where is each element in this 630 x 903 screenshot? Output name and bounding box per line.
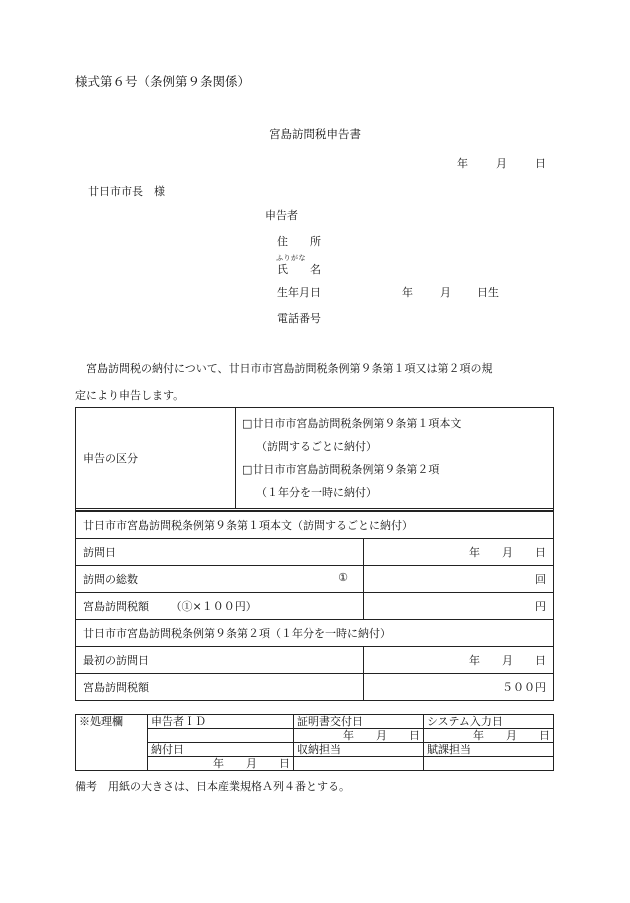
birth-year: 年 — [402, 286, 413, 299]
option-2-checkbox[interactable]: □廿日市市宮島訪問税条例第９条第２項 — [242, 463, 440, 476]
birth-label: 生年月日 — [277, 286, 321, 299]
receipt-staff-field[interactable] — [294, 757, 424, 771]
annual-tax-label: 宮島訪問税額 — [76, 674, 364, 701]
processing-header: ※処理欄 — [76, 715, 148, 771]
visit-count-label-cell — [76, 566, 364, 593]
assessment-staff-field[interactable] — [424, 757, 554, 771]
declaration-table — [75, 407, 554, 701]
processing-table — [75, 714, 554, 771]
assessment-staff-label: 賦課担当 — [424, 743, 554, 757]
section-1-header: 廿日市市宮島訪問税条例第９条第１項本文（訪問するごとに納付） — [76, 511, 554, 539]
tax-label: 宮島訪問税額 — [83, 600, 149, 613]
declaration-line-2: 定により申告します。 — [75, 389, 185, 402]
applicant-id-field[interactable] — [148, 729, 294, 743]
category-options — [236, 408, 554, 509]
furigana-label: ふりがな — [276, 254, 306, 262]
declaration-line-1: 宮島訪問税の納付について、廿日市市宮島訪問税条例第９条第１項又は第２項の規 — [86, 362, 493, 375]
date-day: 日 — [535, 157, 546, 170]
recipient: 廿日市市長 様 — [88, 185, 165, 198]
cert-issue-date-label: 証明書交付日 — [294, 715, 424, 729]
date-year: 年 — [457, 157, 468, 170]
option-2-sub: （１年分を一時に納付） — [256, 486, 377, 499]
visit-count-label: 訪問の総数 — [83, 573, 138, 586]
visit-count-marker: ① — [338, 571, 348, 584]
system-input-date-field[interactable]: 年 月 日 — [424, 729, 554, 743]
applicant-heading: 申告者 — [265, 209, 298, 222]
visit-count-field[interactable]: 回 — [364, 566, 554, 593]
cert-issue-date-field[interactable]: 年 月 日 — [294, 729, 424, 743]
name-label: 氏 名 — [277, 263, 321, 276]
date-month: 月 — [496, 157, 507, 170]
address-label: 住 所 — [277, 235, 321, 248]
payment-date-label: 納付日 — [148, 743, 294, 757]
option-1-checkbox[interactable]: □廿日市市宮島訪問税条例第９条第１項本文 — [242, 417, 462, 430]
page-title: 宮島訪問税申告書 — [269, 127, 361, 141]
visit-date-field[interactable]: 年 月 日 — [364, 539, 554, 566]
tax-label-cell — [76, 593, 364, 620]
remarks-note: 備考 用紙の大きさは、日本産業規格Ａ列４番とする。 — [75, 780, 350, 793]
declaration-text — [75, 355, 555, 409]
tax-formula: （①×１００円） — [170, 600, 257, 613]
visit-date-label: 訪問日 — [76, 539, 364, 566]
applicant-id-label: 申告者ＩＤ — [148, 715, 294, 729]
option-1-sub: （訪問するごとに納付） — [256, 440, 377, 453]
phone-label: 電話番号 — [277, 312, 321, 325]
birth-month: 月 — [440, 286, 451, 299]
first-visit-field[interactable]: 年 月 日 — [364, 647, 554, 674]
section-2-header: 廿日市市宮島訪問税条例第９条第２項（１年分を一時に納付） — [76, 620, 554, 647]
category-label: 申告の区分 — [76, 408, 236, 509]
payment-date-field[interactable]: 年 月 日 — [148, 757, 294, 771]
annual-tax-value: ５００円 — [364, 674, 554, 701]
birth-day: 日生 — [477, 286, 499, 299]
tax-field[interactable]: 円 — [364, 593, 554, 620]
first-visit-label: 最初の訪問日 — [76, 647, 364, 674]
form-number: 様式第６号（条例第９条関係） — [75, 74, 251, 89]
system-input-date-label: システム入力日 — [424, 715, 554, 729]
receipt-staff-label: 収納担当 — [294, 743, 424, 757]
